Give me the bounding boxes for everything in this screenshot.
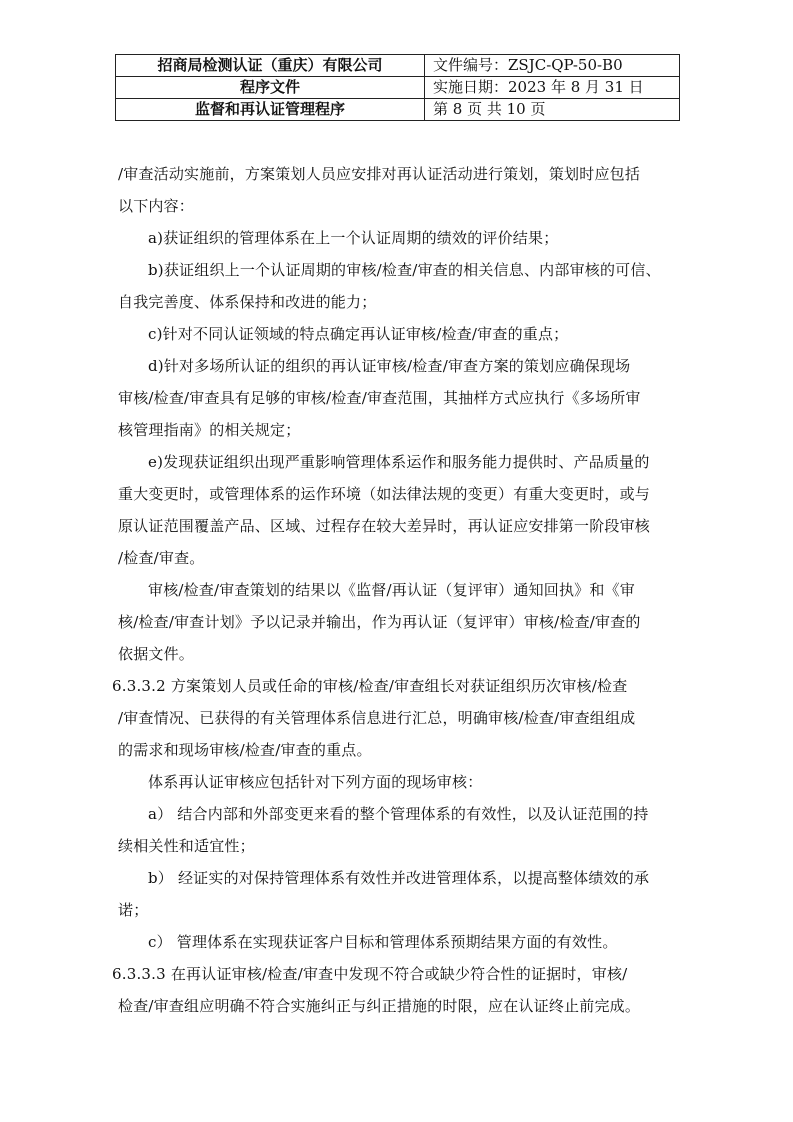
- list-item-c: c） 管理体系在实现获证客户目标和管理体系预期结果方面的有效性。: [148, 933, 618, 951]
- text-line: /审查活动实施前，方案策划人员应安排对再认证活动进行策划，策划时应包括: [118, 165, 641, 183]
- text-line: 诺；: [118, 901, 149, 919]
- text-line: 续相关性和适宜性；: [118, 837, 255, 855]
- text-line: 原认证范围覆盖产品、区域、过程存在较大差异时，再认证应安排第一阶段审核: [118, 517, 651, 535]
- page-info: 第 8 页 共 10 页: [425, 99, 680, 121]
- document-title: 监督和再认证管理程序: [116, 99, 425, 121]
- list-item-e: e)发现获证组织出现严重影响管理体系运作和服务能力提供时、产品质量的: [148, 453, 650, 471]
- text-line: /审查情况、已获得的有关管理体系信息进行汇总，明确审核/检查/审查组组成: [118, 709, 636, 727]
- list-item-b: b)获证组织上一个认证周期的审核/检查/审查的相关信息、内部审核的可信、: [148, 261, 661, 279]
- text-line: /检查/审查。: [118, 549, 205, 567]
- company-name-line: 招商局检测认证（重庆）有限公司: [157, 56, 383, 74]
- company-name: [116, 55, 425, 77]
- text-line: 依据文件。: [118, 645, 195, 663]
- text-line: 检查/审查组应明确不符合实施纠正与纠正措施的时限，应在认证终止前完成。: [118, 997, 641, 1015]
- text-line: 核管理指南》的相关规定；: [118, 421, 301, 439]
- text-line: 以下内容：: [118, 197, 195, 215]
- list-item-a: a） 结合内部和外部变更来看的整个管理体系的有效性，以及认证范围的持: [148, 805, 649, 823]
- effective-date: 实施日期：2023 年 8 月 31 日: [425, 77, 680, 99]
- list-item-d: d)针对多场所认证的组织的再认证审核/检查/审查方案的策划应确保现场: [148, 357, 631, 375]
- text-line: 审核/检查/审查具有足够的审核/检查/审查范围，其抽样方式应执行《多场所审: [118, 389, 641, 407]
- text-line: 的需求和现场审核/检查/审查的重点。: [118, 741, 372, 759]
- paragraph-start: 审核/检查/审查策划的结果以《监督/再认证（复评审）通知回执》和《审: [148, 581, 635, 599]
- section-6-3-3-3: 6.3.3.3 在再认证审核/检查/审查中发现不符合或缺少符合性的证据时，审核/: [112, 965, 628, 983]
- document-header-table: [115, 54, 680, 121]
- document-number: 文件编号：ZSJC-QP-50-B0: [425, 55, 680, 77]
- text-line: 自我完善度、体系保持和改进的能力；: [118, 293, 377, 311]
- list-item-b: b） 经证实的对保持管理体系有效性并改进管理体系，以提高整体绩效的承: [148, 869, 650, 887]
- list-item-a: a)获证组织的管理体系在上一个认证周期的绩效的评价结果；: [148, 229, 559, 247]
- text-line: 核/检查/审查计划》予以记录并输出，作为再认证（复评审）审核/检查/审查的: [118, 613, 641, 631]
- section-6-3-3-2: 6.3.3.2 方案策划人员或任命的审核/检查/审查组长对获证组织历次审核/检查: [112, 677, 628, 695]
- document-body: [112, 158, 678, 1022]
- text-line: 重大变更时，或管理体系的运作环境（如法律法规的变更）有重大变更时，或与: [118, 485, 651, 503]
- document-type: 程序文件: [116, 77, 425, 99]
- paragraph-start: 体系再认证审核应包括针对下列方面的现场审核：: [148, 773, 483, 791]
- list-item-c: c)针对不同认证领域的特点确定再认证审核/检查/审查的重点；: [148, 325, 569, 343]
